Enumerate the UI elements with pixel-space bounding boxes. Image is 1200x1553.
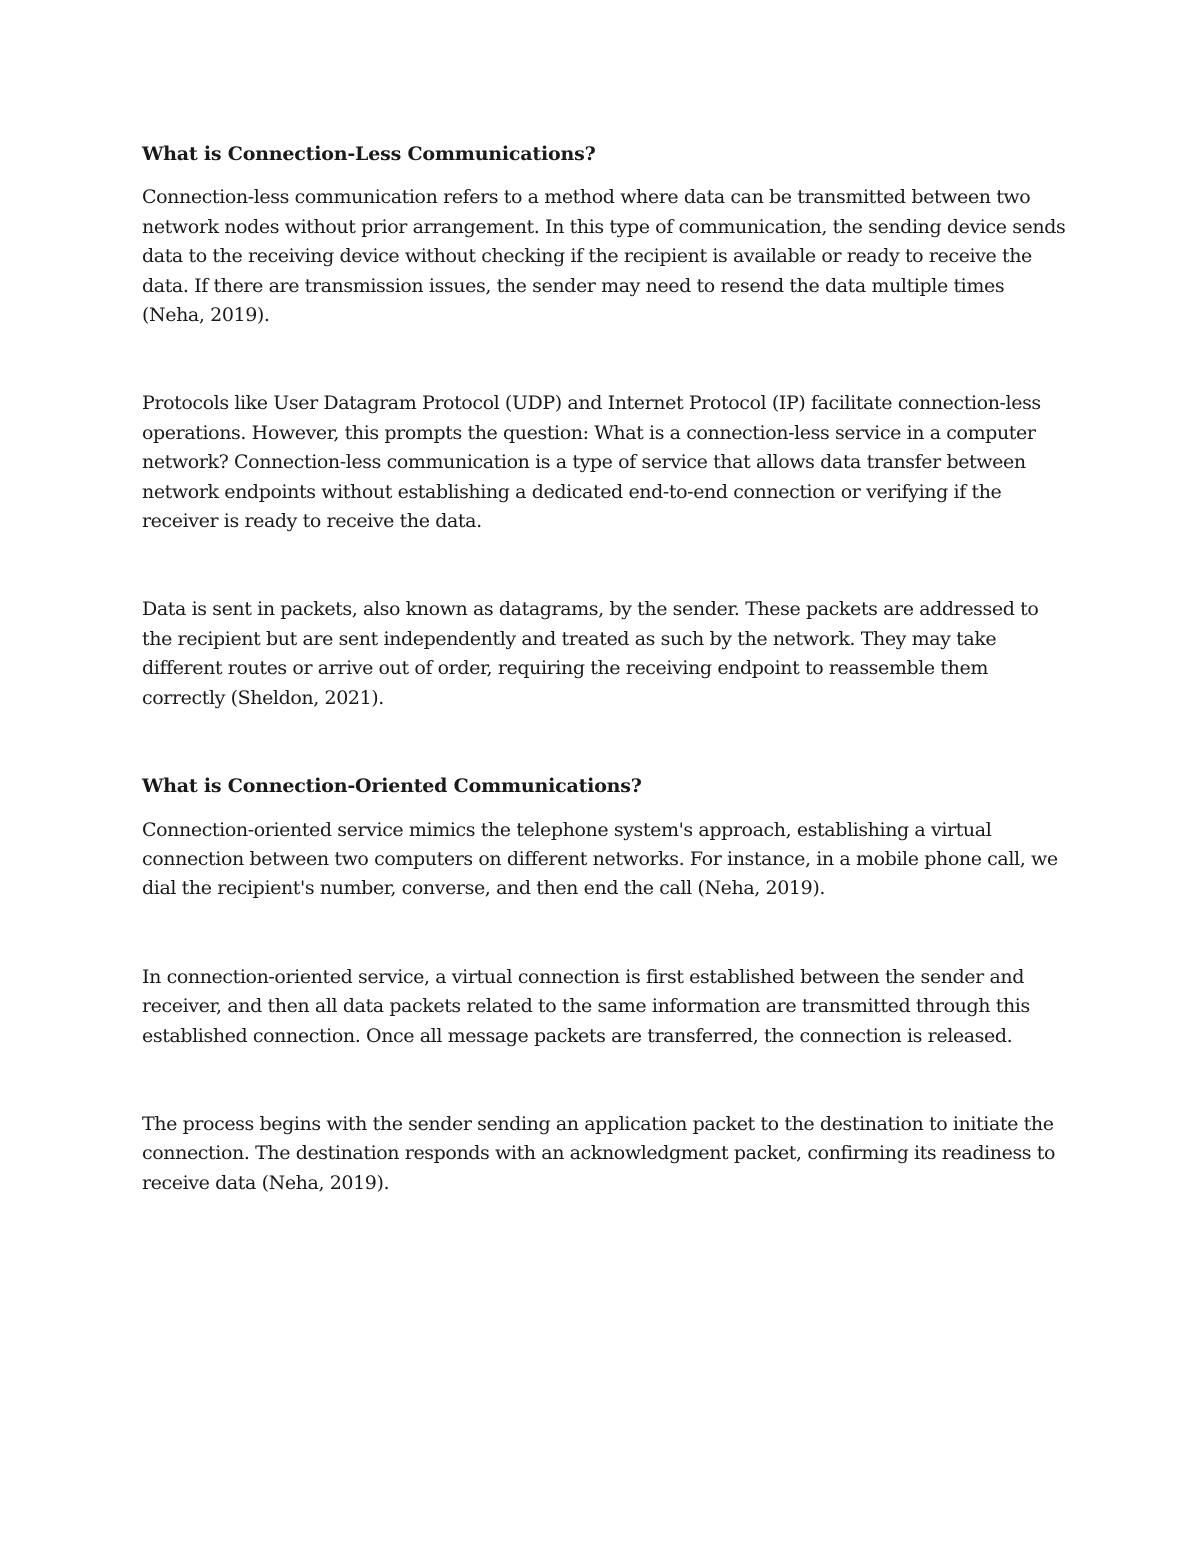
paragraph: The process begins with the sender sending an application packet to the destination to initiate the connection. The destination responds with an acknowledgment packet, confirming its readiness to receive data (Neha, 2019). — [142, 1112, 1056, 1194]
paragraph-spacer — [142, 536, 1072, 595]
paragraph: Connection-oriented service mimics the telephone system's approach, establishing a virtual connection between two computers on different networks. For instance, in a mobile phone call, we dial the recipient's number, converse, and then end the call (Neha, 2019). — [142, 818, 1058, 900]
section-heading-connection-oriented: What is Connection-Oriented Communications? — [142, 775, 642, 798]
paragraph-spacer — [142, 1051, 1072, 1110]
paragraph-spacer — [142, 330, 1072, 389]
paragraph-spacer — [142, 904, 1072, 963]
paragraph: Connection-less communication refers to a method where data can be transmitted between two network nodes without prior arrangement. In this type of communication, the sending device sends data to the receiving device without checking if the recipient is available or ready to receive the data. If there are transmission issues, the sender may need to resend the data multiple times (Neha, 2019). — [142, 186, 1066, 327]
paragraph: Protocols like User Datagram Protocol (UDP) and Internet Protocol (IP) facilitate connection-less operations. However, this prompts the question: What is a connection-less service in a computer network? Connection-less communication is a type of service that allows data transfer between network endpoints without establishing a dedicated end-to-end connection or verifying if the receiver is ready to receive the data. — [142, 392, 1041, 533]
paragraph: In connection-oriented service, a virtual connection is first established between the sender and receiver, and then all data packets related to the same information are transmitted through this established connection. Once all message packets are transferred, the connection is released. — [142, 965, 1030, 1047]
section-heading-connectionless: What is Connection-Less Communications? — [142, 143, 596, 165]
paragraph: Data is sent in packets, also known as datagrams, by the sender. These packets are addressed to the recipient but are sent independently and treated as such by the network. They may take different routes or arrive out of order, requiring the receiving endpoint to reassemble them correctly (Sheldon, 2021). — [142, 598, 1039, 709]
section-spacer — [142, 713, 1072, 772]
document-body — [142, 140, 1072, 1198]
